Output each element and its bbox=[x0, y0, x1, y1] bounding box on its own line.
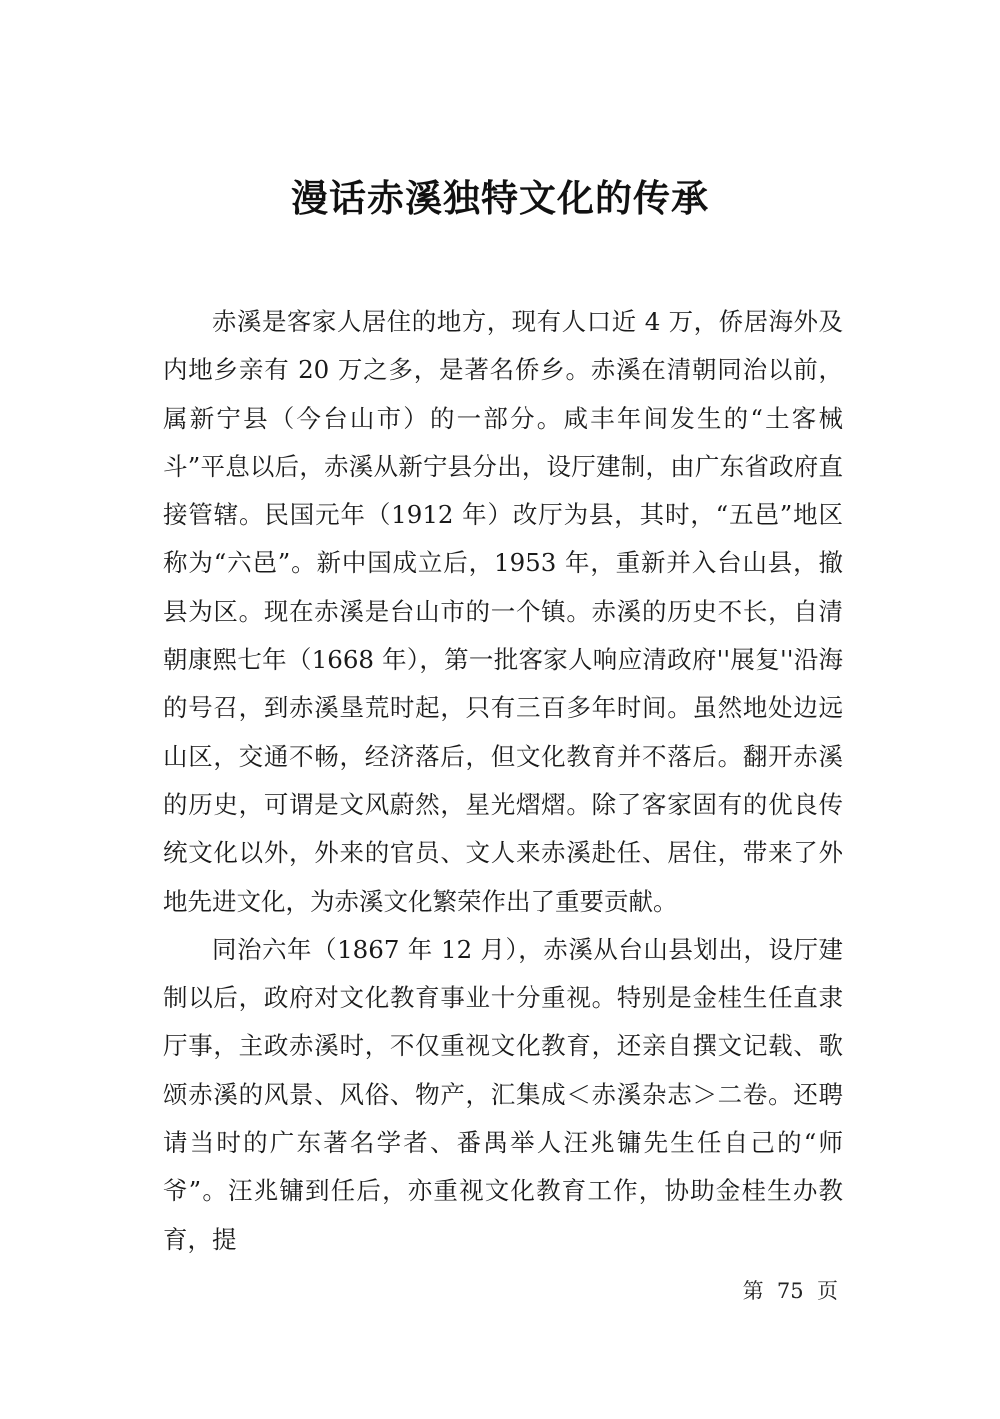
page-title: 漫话赤溪独特文化的传承 bbox=[291, 177, 709, 220]
article-body bbox=[163, 298, 843, 1264]
page-number: 第 75 页 bbox=[742, 1279, 838, 1303]
paragraph: 赤溪是客家人居住的地方，现有人口近 4 万，侨居海外及内地乡亲有 20 万之多，是著名侨乡。赤溪在清朝同治以前，属新宁县（今台山市）的一部分。咸丰年间发生的“土客械斗”平息以后，赤溪从新宁县分出，设厅建制，由广东省政府直接管辖。民国元年（1912 年）改厅为县，其时，“五邑”地区称为“六邑”。新中国成立后，1953 年，重新并入台山县，撤县为区。现在赤溪是台山市的一个镇。赤溪的历史不长，自清朝康熙七年（1668 年），第一批客家人响应清政府''展复''沿海的号召，到赤溪垦荒时起，只有三百多年时间。虽然地处边远山区，交通不畅，经济落后，但文化教育并不落后。翻开赤溪的历史，可谓是文风蔚然，星光熠熠。除了客家固有的优良传统文化以外，外来的官员、文人来赤溪赴任、居住，带来了外地先进文化，为赤溪文化繁荣作出了重要贡献。 bbox=[163, 307, 843, 916]
paragraph: 同治六年（1867 年 12 月），赤溪从台山县划出，设厅建制以后，政府对文化教育事业十分重视。特别是金桂生任直隶厅事，主政赤溪时，不仅重视文化教育，还亲自撰文记载、歌颂赤溪的风景、风俗、物产，汇集成＜赤溪杂志＞二卷。还聘请当时的广东著名学者、番禺举人汪兆镛先生任自己的“师爷”。汪兆镛到任后，亦重视文化教育工作，协助金桂生办教育，提 bbox=[163, 934, 843, 1254]
